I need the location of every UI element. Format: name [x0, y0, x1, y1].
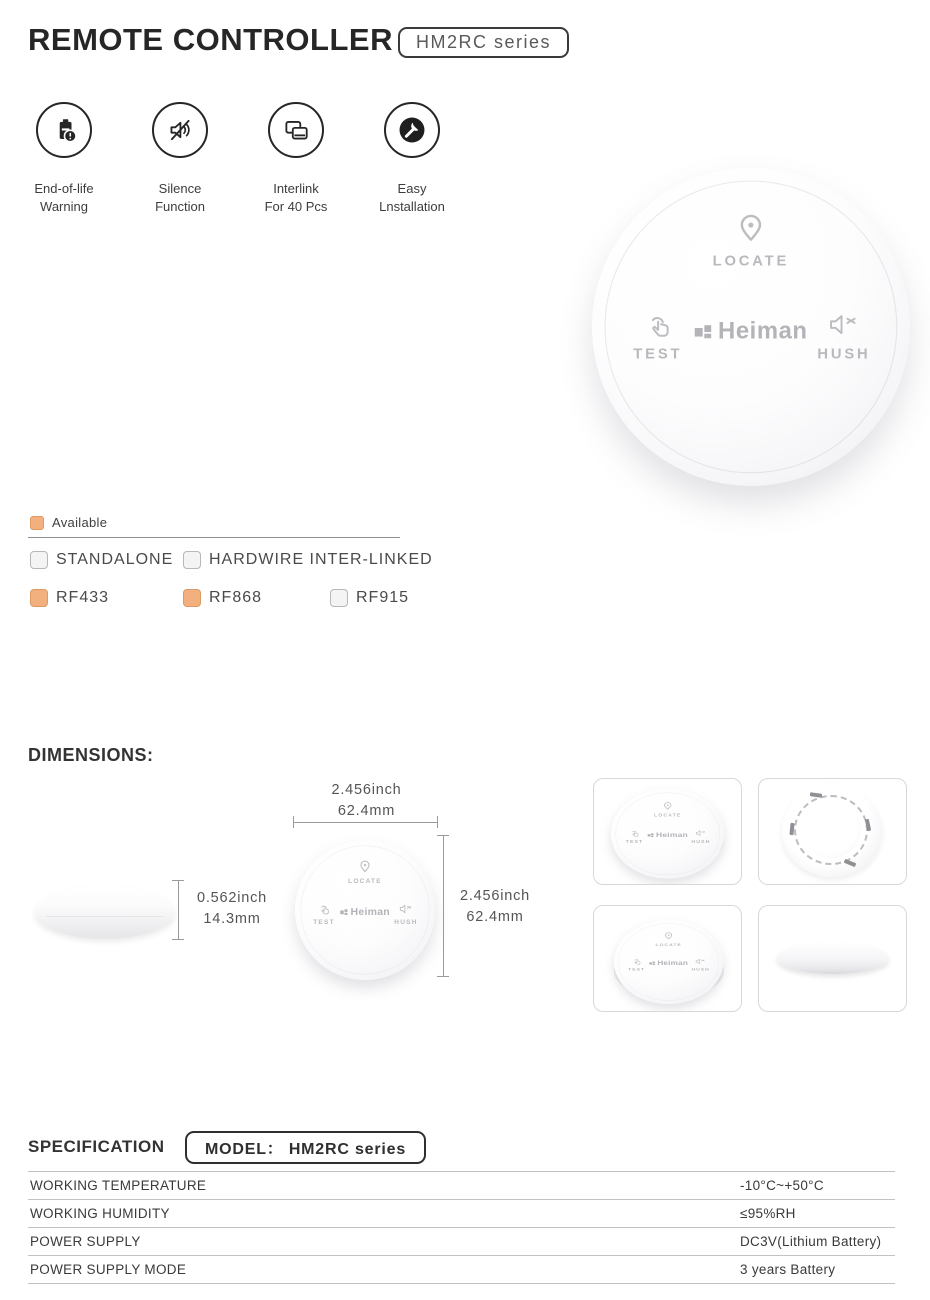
device-face [592, 168, 910, 486]
thickness-dim-line [172, 880, 184, 940]
hush-mute-icon [694, 957, 706, 965]
specification-title: SPECIFICATION [28, 1137, 165, 1156]
heiman-logo-icon [340, 908, 349, 917]
legend-available [30, 515, 107, 530]
spec-label: POWER SUPPLY [30, 1234, 141, 1249]
thumbnail-angled-top [593, 778, 742, 885]
spec-label: WORKING HUMIDITY [30, 1206, 170, 1221]
feature-easy-install [354, 102, 470, 215]
locate-pin-icon [661, 801, 674, 811]
option-rf868 [183, 589, 262, 607]
locate-pin-icon [357, 859, 373, 875]
heiman-logo-icon [647, 832, 654, 837]
thumbnail-back-view [758, 778, 907, 885]
spec-value: -10°C~+50°C [740, 1178, 824, 1193]
width-dim-text: 2.456inch 62.4mm [331, 782, 402, 820]
option-label: STANDALONE [56, 551, 174, 568]
available-swatch [30, 516, 44, 530]
model-badge: MODEL： HM2RC series [185, 1131, 426, 1164]
battery-warning-icon [36, 102, 92, 158]
device-face [295, 840, 435, 980]
feature-label: Silence Function [155, 181, 205, 214]
height-dim-line [437, 835, 449, 977]
locate-button-label: LOCATE [712, 251, 790, 270]
series-badge: HM2RC series [398, 27, 569, 58]
device-face [611, 789, 724, 879]
spec-label: POWER SUPPLY MODE [30, 1262, 187, 1277]
checkbox-rf868 [183, 589, 201, 607]
heiman-logo-icon [694, 322, 713, 341]
checkbox-rf915 [330, 589, 348, 607]
feature-label: Interlink For 40 Pcs [264, 181, 328, 214]
heiman-logo-icon [649, 961, 656, 966]
thumbnail-side-view [758, 905, 907, 1012]
hush-button-label: HUSH [394, 918, 418, 926]
checkbox-standalone [30, 551, 48, 569]
locate-button-label: LOCATE [655, 942, 682, 947]
test-button-label: TEST [633, 345, 683, 363]
option-standalone [30, 551, 173, 569]
option-label: RF868 [209, 589, 263, 606]
hush-button-label: HUSH [817, 345, 871, 363]
hero-product-image [592, 168, 910, 486]
checkbox-hardwire [183, 551, 201, 569]
hush-button-label: HUSH [691, 966, 710, 972]
feature-silence [122, 102, 238, 215]
thickness-dim-text: 0.562inch 14.3mm [196, 890, 268, 928]
brand-name: Heiman [657, 959, 689, 967]
device-side-view [35, 885, 175, 939]
bracket-notch [844, 859, 857, 867]
interlink-icon [268, 102, 324, 158]
mute-speaker-icon [152, 102, 208, 158]
thumbnail-face [611, 789, 724, 879]
locate-button-label: LOCATE [348, 877, 382, 885]
device-back [782, 785, 882, 877]
legend-divider [28, 537, 400, 538]
hush-mute-icon [694, 829, 706, 838]
option-label: HARDWIRE INTER-LINKED [209, 551, 433, 568]
specification-table [28, 1171, 895, 1284]
available-label: Available [52, 515, 108, 530]
spec-value: DC3V(Lithium Battery) [740, 1234, 882, 1249]
table-row [28, 1172, 895, 1200]
brand-logo [614, 960, 723, 967]
table-row [28, 1200, 895, 1228]
table-row [28, 1228, 895, 1256]
option-hardwire [183, 551, 433, 569]
device-top-view [295, 840, 435, 980]
feature-interlink [238, 102, 354, 215]
feature-row [6, 102, 470, 215]
brand-name: Heiman [718, 317, 808, 344]
spec-value: 3 years Battery [740, 1262, 836, 1277]
feature-end-of-life [6, 102, 122, 215]
option-label: RF915 [356, 589, 410, 606]
hush-mute-icon [398, 902, 413, 916]
test-button-label: TEST [625, 838, 644, 844]
spec-value: ≤95%RH [740, 1206, 796, 1221]
option-rf915 [330, 589, 409, 607]
bracket-notch [810, 792, 822, 798]
height-dim-text: 2.456inch 62.4mm [459, 888, 531, 926]
brand-logo [611, 831, 724, 839]
test-button-label: TEST [313, 918, 335, 926]
locate-pin-icon [662, 931, 674, 941]
page-title: REMOTE CONTROLLER [28, 22, 393, 57]
brand-logo [592, 318, 910, 345]
wrench-icon [384, 102, 440, 158]
feature-label: End-of-life Warning [34, 181, 94, 214]
device-face [614, 920, 723, 1004]
locate-pin-icon [733, 211, 769, 247]
thumbnail-face [614, 920, 723, 1004]
locate-button-label: LOCATE [654, 812, 682, 818]
option-rf433 [30, 589, 109, 607]
device-side [777, 942, 889, 974]
feature-label: Easy Lnstallation [379, 181, 445, 214]
brand-name: Heiman [655, 831, 688, 839]
brand-logo [295, 906, 435, 918]
spec-label: WORKING TEMPERATURE [30, 1178, 207, 1193]
hush-button-label: HUSH [691, 838, 711, 844]
test-button-label: TEST [628, 966, 646, 972]
back-plate [801, 802, 861, 858]
dimensions-title: DIMENSIONS: [28, 745, 154, 765]
option-label: RF433 [56, 589, 110, 606]
checkbox-rf433 [30, 589, 48, 607]
thumbnail-angled-side [593, 905, 742, 1012]
table-row [28, 1256, 895, 1284]
brand-name: Heiman [350, 906, 390, 918]
hush-mute-icon [826, 309, 860, 341]
width-dim-line [293, 816, 438, 828]
